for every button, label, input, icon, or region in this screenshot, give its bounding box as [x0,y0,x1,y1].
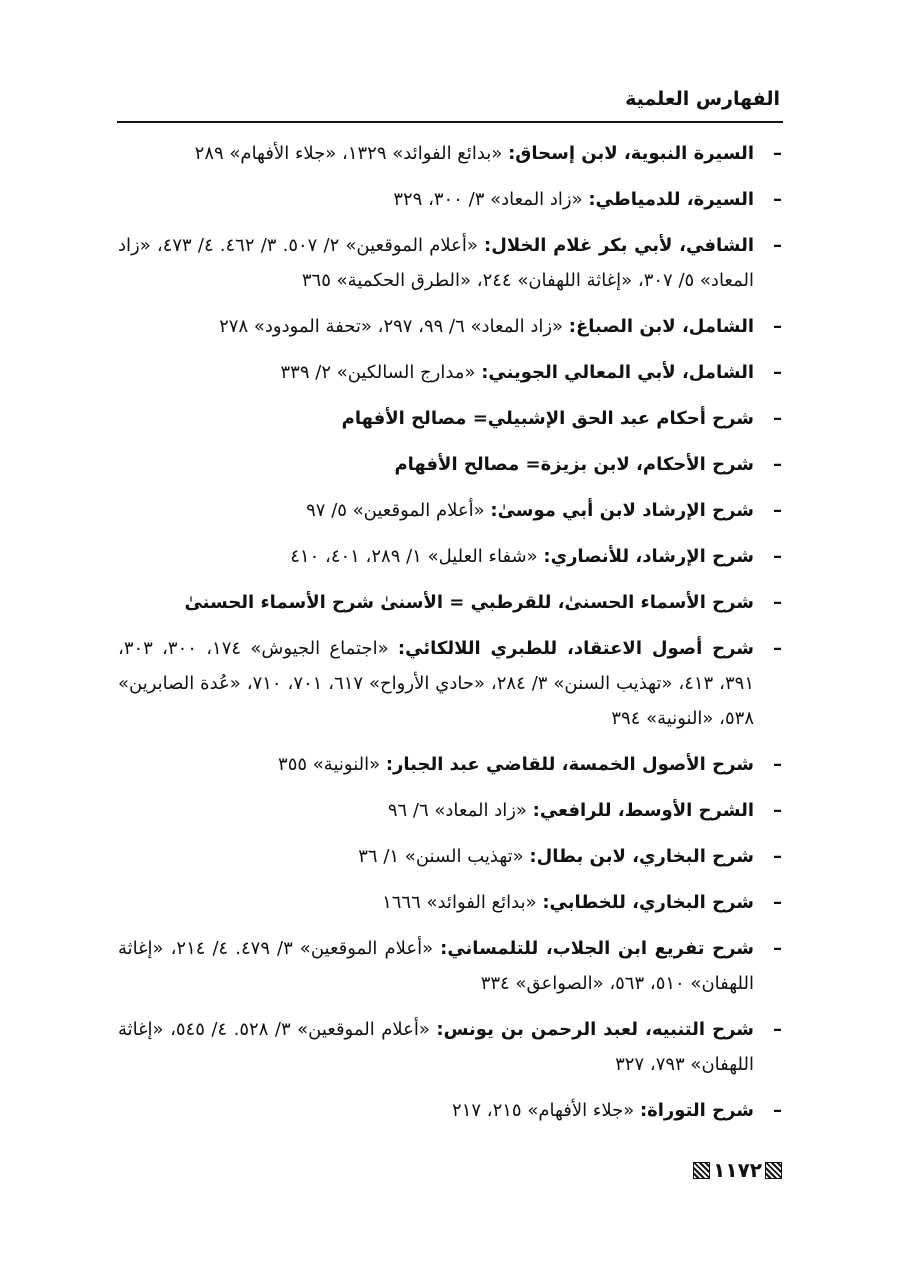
entry-references: «تهذيب السنن» ١/ ٣٦ [358,846,530,867]
entry-dash: – [773,235,782,256]
index-entry [118,493,782,528]
index-entry [118,401,782,436]
entry-title: الشرح الأوسط، للرافعي: [532,800,754,821]
entry-references: «النونية» ٣٥٥ [278,754,386,775]
entry-title: شرح البخاري، للخطابي: [542,892,754,913]
index-entry [118,447,782,482]
entry-references: «أعلام الموقعين» ٥/ ٩٧ [306,500,491,521]
entry-dash: – [773,892,782,913]
entry-dash: – [773,454,782,475]
entry-dash: – [773,316,782,337]
index-entries [118,136,782,1139]
index-entry [118,631,782,736]
entry-title: الشامل، لأبي المعالي الجويني: [481,362,754,383]
entry-references: «زاد المعاد» ٣/ ٣٠٠، ٣٢٩ [393,189,589,210]
index-entry [118,885,782,920]
index-entry [118,793,782,828]
entry-dash: – [773,362,782,383]
entry-references: «بدائع الفوائد» ١٦٦٦ [382,892,543,913]
index-entry [118,1012,782,1082]
index-entry [118,539,782,574]
entry-title: شرح البخاري، لابن بطال: [529,846,754,867]
entry-title: شرح التوراة: [639,1100,754,1121]
index-entry [118,747,782,782]
entry-title: شرح الإرشاد، للأنصاري: [543,546,754,567]
entry-title: شرح تفريع ابن الجلاب، للتلمساني: [440,938,755,959]
ornament-left-icon [693,1162,710,1179]
index-entry [118,1093,782,1128]
entry-title: الشامل، لابن الصباغ: [568,316,754,337]
index-entry [118,839,782,874]
entry-title: شرح الأسماء الحسنىٰ، للقرطبي = الأسنىٰ شرح الأسماء الحسنىٰ [184,592,754,613]
index-entry [118,182,782,217]
entry-title: شرح أصول الاعتقاد، للطبري اللالكائي: [397,638,754,659]
entry-references: «أعلام الموقعين» ٣/ ٤٧٩. ٤/ ٢١٤، «إغاثة اللهفان» ٥١٠، ٥٦٣، «الصواعق» ٣٣٤ [118,938,754,994]
header-rule [117,121,783,123]
entry-dash: – [773,143,782,164]
entry-dash: – [773,1100,782,1121]
entry-title: الشافي، لأبي بكر غلام الخلال: [484,235,754,256]
entry-references: «أعلام الموقعين» ٣/ ٥٢٨. ٤/ ٥٤٥، «إغاثة اللهفان» ٧٩٣، ٣٢٧ [118,1019,754,1075]
page-number: ١١٧٢ [713,1158,762,1182]
entry-title: شرح الأحكام، لابن بزيزة= مصالح الأفهام [394,454,754,475]
entry-title: شرح الأصول الخمسة، للقاضي عبد الجبار: [385,754,754,775]
page-folio [693,1158,782,1182]
index-entry [118,931,782,1001]
entry-references: «مدارج السالكين» ٢/ ٣٣٩ [280,362,482,383]
index-entry [118,136,782,171]
entry-title: شرح الإرشاد لابن أبي موسىٰ: [490,500,754,521]
entry-references: «أعلام الموقعين» ٢/ ٥٠٧. ٣/ ٤٦٢. ٤/ ٤٧٣، «زاد المعاد» ٥/ ٣٠٧، «إغاثة اللهفان» ٢٤٤، «الطرق الحكمية» ٣٦٥ [118,235,754,291]
entry-title: السيرة النبوية، لابن إسحاق: [508,143,754,164]
index-entry [118,355,782,390]
entry-references: «جلاء الأفهام» ٢١٥، ٢١٧ [452,1100,640,1121]
entry-dash: – [773,800,782,821]
entry-references: «شفاء العليل» ١/ ٢٨٩، ٤٠١، ٤١٠ [290,546,544,567]
entry-dash: – [773,592,782,613]
running-header: الفهارس العلمية [625,88,780,110]
entry-dash: – [773,408,782,429]
ornament-right-icon [765,1162,782,1179]
entry-references: «زاد المعاد» ٦/ ٩٦ [387,800,533,821]
entry-dash: – [773,1019,782,1040]
index-entry [118,585,782,620]
entry-dash: – [773,938,782,959]
entry-dash: – [773,189,782,210]
entry-references: «بدائع الفوائد» ١٣٢٩، «جلاء الأفهام» ٢٨٩ [194,143,509,164]
entry-dash: – [773,546,782,567]
index-entry [118,309,782,344]
index-entry [118,228,782,298]
entry-title: شرح أحكام عبد الحق الإشبيلي= مصالح الأفهام [341,408,754,429]
entry-dash: – [773,754,782,775]
entry-references: «اجتماع الجيوش» ١٧٤، ٣٠٠، ٣٠٣، ٣٩١، ٤١٣، «تهذيب السنن» ٣/ ٢٨٤، «حادي الأرواح» ٦١٧، ٧٠١، ٧١٠، «عُدة الصابرين» ٥٣٨، «النونية» ٣٩٤ [118,638,754,729]
entry-dash: – [773,638,782,659]
entry-references: «زاد المعاد» ٦/ ٩٩، ٢٩٧، «تحفة المودود» ٢٧٨ [219,316,569,337]
entry-title: السيرة، للدمياطي: [588,189,754,210]
entry-dash: – [773,846,782,867]
entry-dash: – [773,500,782,521]
entry-title: شرح التنبيه، لعبد الرحمن بن يونس: [436,1019,754,1040]
